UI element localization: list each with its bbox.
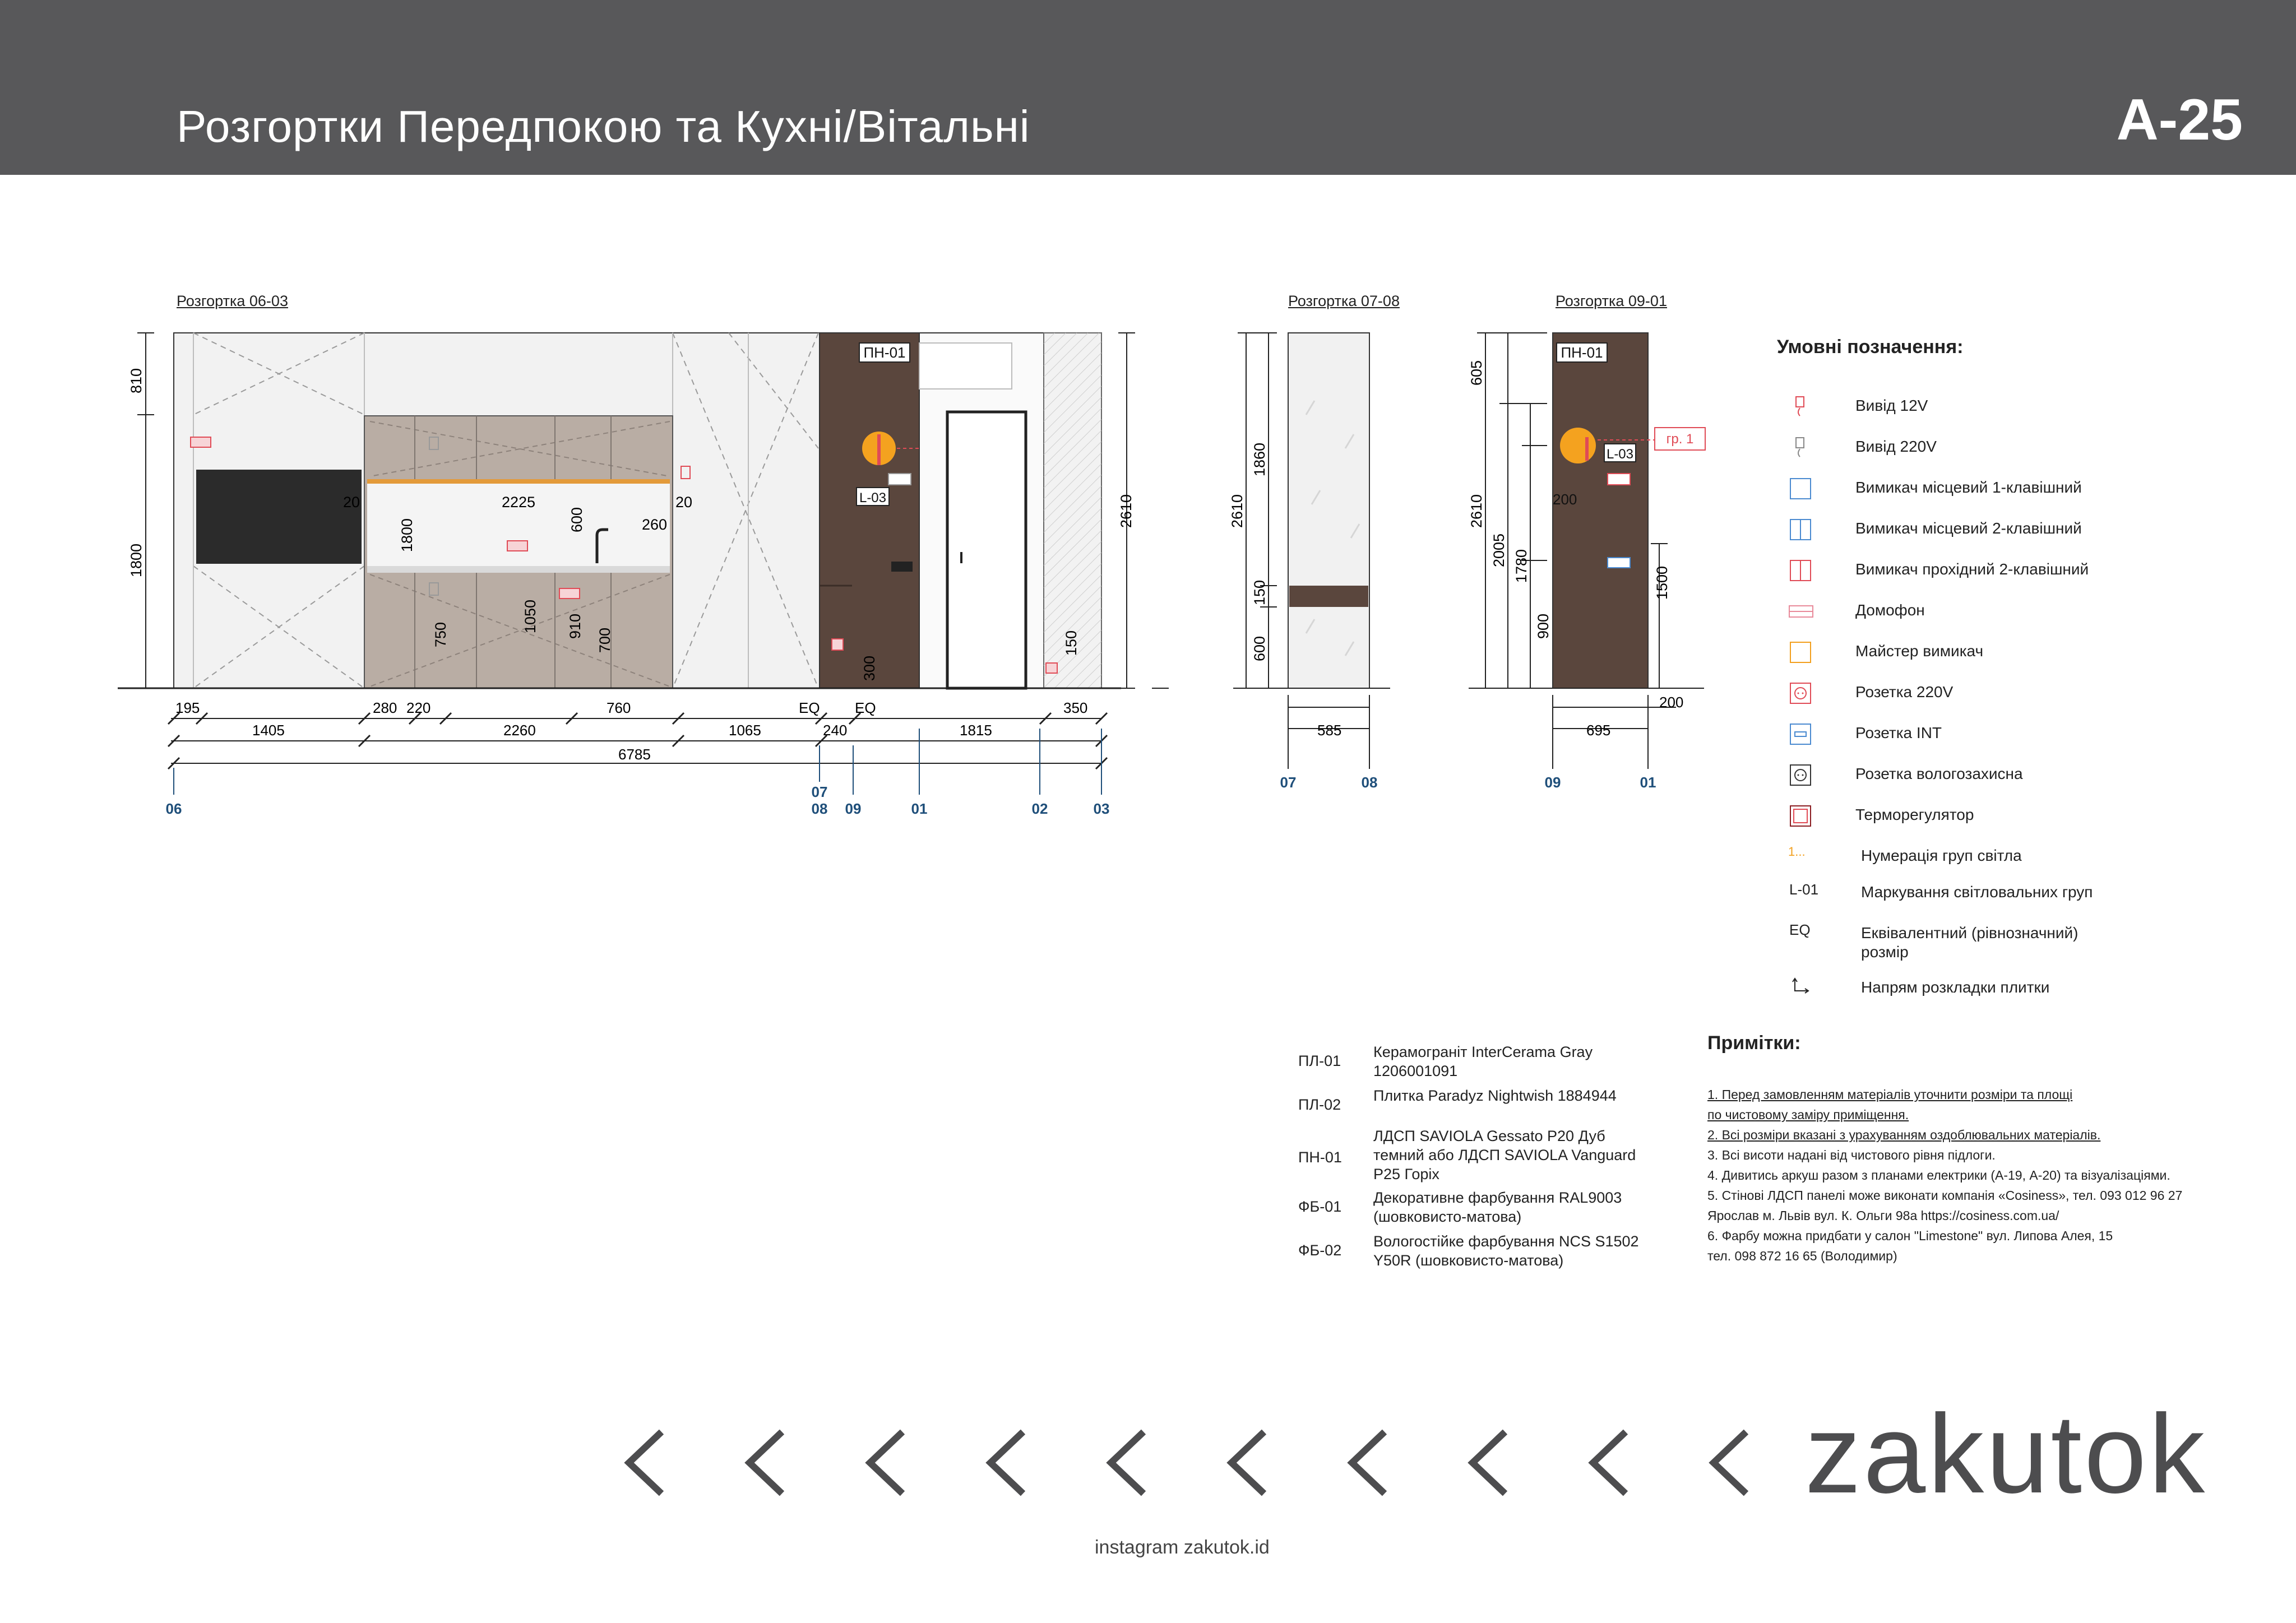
legend-item-outlet-12v xyxy=(1777,392,2281,420)
legend-label: Домофон xyxy=(1855,601,1925,619)
note-line: Ярослав м. Львів вул. К. Ольги 98а https://cosiness.com.ua/ xyxy=(1707,1208,2059,1223)
socket-int-icon xyxy=(1608,558,1630,568)
light-group-marking-icon: L-01 xyxy=(1789,881,1819,898)
dim-150: 150 xyxy=(1251,579,1268,605)
legend-item-light-marking xyxy=(1777,879,2281,907)
air-conditioner xyxy=(919,343,1012,389)
dim-bottom: 220 xyxy=(406,699,431,716)
legend-item-socket-waterproof xyxy=(1777,761,2281,789)
dim-bottom: 195 xyxy=(175,699,200,716)
chevron-left-icon xyxy=(743,1426,788,1499)
note-line: 4. Дивитись аркуш разом з планами електрики (А-19, А-20) та візуалізаціями. xyxy=(1707,1168,2170,1183)
dim-bottom: 2260 xyxy=(503,722,536,739)
dim-bottom: 240 xyxy=(823,722,848,739)
legend-label: Нумерація груп світла xyxy=(1861,847,2022,864)
notes-list xyxy=(1707,1084,2257,1266)
outlet-12v-icon xyxy=(1788,395,1822,419)
dim-600: 600 xyxy=(1251,636,1268,661)
legend-item-socket-220v xyxy=(1777,679,2281,707)
axis-label: 09 xyxy=(845,800,862,817)
legend-label: Розетка вологозахисна xyxy=(1855,765,2023,782)
axis-label: 07 xyxy=(811,783,828,800)
chevron-left-icon xyxy=(1345,1426,1390,1499)
legend-item-socket-int xyxy=(1777,720,2281,748)
material-desc: Вологостійке фарбування NCS S1502 Y50R (шовковисто-матова) xyxy=(1373,1233,1639,1269)
dim-700: 700 xyxy=(596,627,613,653)
legend-item-switch-pass xyxy=(1777,556,2281,584)
axis-label: 06 xyxy=(165,800,182,817)
socket-220v-icon xyxy=(507,541,527,551)
sheet-code: A-25 xyxy=(2116,87,2243,152)
note-line: 1. Перед замовленням матеріалів уточнити розміри та площі xyxy=(1707,1087,2073,1102)
equal-dimension-icon: EQ xyxy=(1789,921,1811,938)
elevation-09-01 xyxy=(1468,333,1705,791)
thermostat-icon xyxy=(891,562,913,572)
door xyxy=(947,412,1026,688)
group-tag-text: гр. 1 xyxy=(1666,432,1694,447)
dim-1860: 1860 xyxy=(1251,442,1268,476)
dim-810: 810 xyxy=(128,368,145,393)
chevron-left-icon xyxy=(622,1426,667,1499)
instagram-handle: instagram zakutok.id xyxy=(1095,1537,1270,1558)
dim-bottom: 350 xyxy=(1063,699,1088,716)
legend-item-tile-direction xyxy=(1777,974,2281,1002)
socket-220v-icon xyxy=(191,437,211,447)
dim-1500: 1500 xyxy=(1654,565,1670,600)
material-desc: Керамограніт InterCerama Gray 1206001091 xyxy=(1373,1044,1593,1079)
thermostat-icon xyxy=(1788,804,1822,828)
dim-2005: 2005 xyxy=(1490,533,1507,567)
legend-label: Вимикач прохідний 2-клавішний xyxy=(1855,560,2089,578)
axis-label: 02 xyxy=(1031,800,1048,817)
legend-item-thermostat xyxy=(1777,801,2281,829)
dim-605: 605 xyxy=(1468,360,1485,386)
eq-label: EQ xyxy=(855,699,876,716)
dim-585: 585 xyxy=(1317,722,1342,739)
chevron-left-icon xyxy=(863,1426,908,1499)
legend-label: Маркування світловальних груп xyxy=(1861,883,2093,901)
light-group-number-icon: 1... xyxy=(1788,845,1806,859)
switch-pass-icon xyxy=(1788,558,1822,583)
legend-title: Умовні позначення: xyxy=(1777,336,1964,358)
wood-panel xyxy=(820,333,919,688)
dim-1780: 1780 xyxy=(1513,549,1530,583)
dim-total: 6785 xyxy=(618,746,651,763)
legend-item-outlet-220v xyxy=(1777,433,2281,461)
chevron-left-icon xyxy=(984,1426,1029,1499)
dim-200b: 200 xyxy=(1659,694,1684,711)
notes-title: Примітки: xyxy=(1707,1032,1801,1054)
tv-screen xyxy=(196,470,362,564)
switch-2-key-icon xyxy=(1788,517,1822,542)
elevation-06-03 xyxy=(118,333,1169,817)
elevation-label-07-08: Розгортка 07-08 xyxy=(1288,293,1400,309)
chevron-left-icon xyxy=(1225,1426,1270,1499)
dim-2610: 2610 xyxy=(1468,494,1485,528)
note-line: по чистовому заміру приміщення. xyxy=(1707,1107,1909,1122)
dim-1800b: 1800 xyxy=(399,518,415,552)
legend-item-light-number xyxy=(1777,842,2281,870)
material-code: ФБ-02 xyxy=(1298,1242,1342,1259)
master-switch-icon xyxy=(1560,428,1596,463)
axis-label: 08 xyxy=(811,800,828,817)
axis-label: 01 xyxy=(1640,774,1656,791)
chevron-left-icon xyxy=(1586,1426,1631,1499)
dim-2610: 2610 xyxy=(1118,494,1135,528)
dim-200a: 200 xyxy=(1553,491,1577,508)
legend-item-switch-2 xyxy=(1777,515,2281,543)
legend-label: Майстер вимикач xyxy=(1855,642,1984,660)
dim-260: 260 xyxy=(642,516,668,533)
dim-150: 150 xyxy=(1063,630,1080,656)
material-desc: Декоративне фарбування RAL9003 (шовковисто-матова) xyxy=(1373,1189,1622,1225)
legend-item-switch-1 xyxy=(1777,474,2281,502)
dim-900: 900 xyxy=(1535,613,1552,639)
note-line: тел. 098 872 16 65 (Володимир) xyxy=(1707,1249,1897,1263)
socket-waterproof-icon xyxy=(1788,763,1822,787)
legend-label: Розетка 220V xyxy=(1855,683,1954,701)
material-desc: ЛДСП SAVIOLA Gessato P20 Дуб темний або ЛДСП SAVIOLA Vanguard P25 Горіх xyxy=(1373,1128,1636,1183)
intercom-icon xyxy=(1608,474,1630,485)
dim-300: 300 xyxy=(861,655,878,681)
switch-1-key-icon xyxy=(1788,476,1822,501)
chevron-left-icon xyxy=(1707,1426,1752,1499)
material-desc: Плитка Paradyz Nightwish 1884944 xyxy=(1373,1087,1617,1104)
material-code: ПН-01 xyxy=(1298,1149,1342,1166)
panel-tag-text: ПН-01 xyxy=(1561,344,1603,361)
chevron-left-icon xyxy=(1466,1426,1511,1499)
elevation-label-06-03: Розгортка 06-03 xyxy=(177,293,288,309)
tile-direction-icon xyxy=(1788,976,1822,1001)
outlet-220v-icon xyxy=(1788,435,1822,460)
dim-bottom: 280 xyxy=(373,699,397,716)
dim-695: 695 xyxy=(1586,722,1611,739)
eq-label: EQ xyxy=(799,699,820,716)
axis-label: 07 xyxy=(1280,774,1297,791)
chevron-left-icon xyxy=(1104,1426,1149,1499)
material-code: ПЛ-01 xyxy=(1298,1052,1341,1069)
legend-label: Розетка INT xyxy=(1855,724,1942,741)
socket-220v-icon xyxy=(1788,681,1822,706)
dim-2610: 2610 xyxy=(1229,494,1246,528)
elevation-07-08 xyxy=(1229,333,1390,791)
legend-label: Терморегулятор xyxy=(1855,806,1974,823)
axis-label: 03 xyxy=(1093,800,1110,817)
legend-label: Напрям розкладки плитки xyxy=(1861,979,2050,996)
note-line: 2. Всі розміри вказані з урахуванням оздоблювальних матеріалів. xyxy=(1707,1128,2101,1142)
dim-1050: 1050 xyxy=(522,599,539,633)
legend-item-intercom xyxy=(1777,597,2281,625)
dim-20b: 20 xyxy=(675,494,693,511)
light-tag: L-03 xyxy=(1606,447,1634,462)
note-line: 5. Стінові ЛДСП панелі може виконати компанія «Cosiness», тел. 093 012 96 27 xyxy=(1707,1188,2183,1203)
wall-07-08 xyxy=(1288,333,1369,688)
wood-panel-09-01 xyxy=(1553,333,1648,688)
legend-label: Вивід 12V xyxy=(1855,397,1928,414)
legend-label: Вивід 220V xyxy=(1855,438,1937,455)
panel-tag-text: ПН-01 xyxy=(863,344,906,361)
dim-750: 750 xyxy=(432,622,449,647)
light-tag: L-03 xyxy=(859,490,887,506)
brand-logo: zakutok xyxy=(1805,1392,2207,1517)
axis-label: 08 xyxy=(1361,774,1378,791)
master-switch-icon xyxy=(1788,640,1822,665)
legend-label: Вимикач місцевий 1-клавішний xyxy=(1855,479,2082,496)
material-code: ПЛ-02 xyxy=(1298,1096,1341,1113)
axis-label: 01 xyxy=(911,800,928,817)
dim-20a: 20 xyxy=(343,494,360,511)
legend-label: Вимикач місцевий 2-клавішний xyxy=(1855,520,2082,537)
sheet-title: Розгортки Передпокою та Кухні/Вітальні xyxy=(177,101,1030,151)
axis-label: 09 xyxy=(1544,774,1561,791)
dim-bottom: 760 xyxy=(607,699,631,716)
dim-bottom: 1065 xyxy=(729,722,761,739)
legend-label: Еквівалентний (рівнозначний) розмір xyxy=(1861,924,2079,961)
legend-item-master-switch xyxy=(1777,638,2281,666)
dim-600: 600 xyxy=(568,507,585,532)
note-line: 3. Всі висоти надані від чистового рівня підлоги. xyxy=(1707,1148,1996,1162)
dim-910: 910 xyxy=(567,613,584,639)
wood-shelf xyxy=(1289,586,1368,607)
elevation-label-09-01: Розгортка 09-01 xyxy=(1556,293,1667,309)
dim-bottom: 1815 xyxy=(960,722,992,739)
dim-1800: 1800 xyxy=(128,543,145,577)
dim-2225: 2225 xyxy=(502,494,536,511)
switch-1-key-icon xyxy=(888,474,911,485)
socket-220v-icon xyxy=(559,588,580,599)
intercom-icon xyxy=(1788,599,1822,624)
legend-item-eq xyxy=(1777,919,2281,964)
socket-int-icon xyxy=(1788,722,1822,746)
note-line: 6. Фарбу можна придбати у салон "Limestone" вул. Липова Алея, 15 xyxy=(1707,1228,2113,1243)
dim-bottom: 1405 xyxy=(252,722,285,739)
material-code: ФБ-01 xyxy=(1298,1198,1342,1215)
led-strip xyxy=(367,479,670,484)
